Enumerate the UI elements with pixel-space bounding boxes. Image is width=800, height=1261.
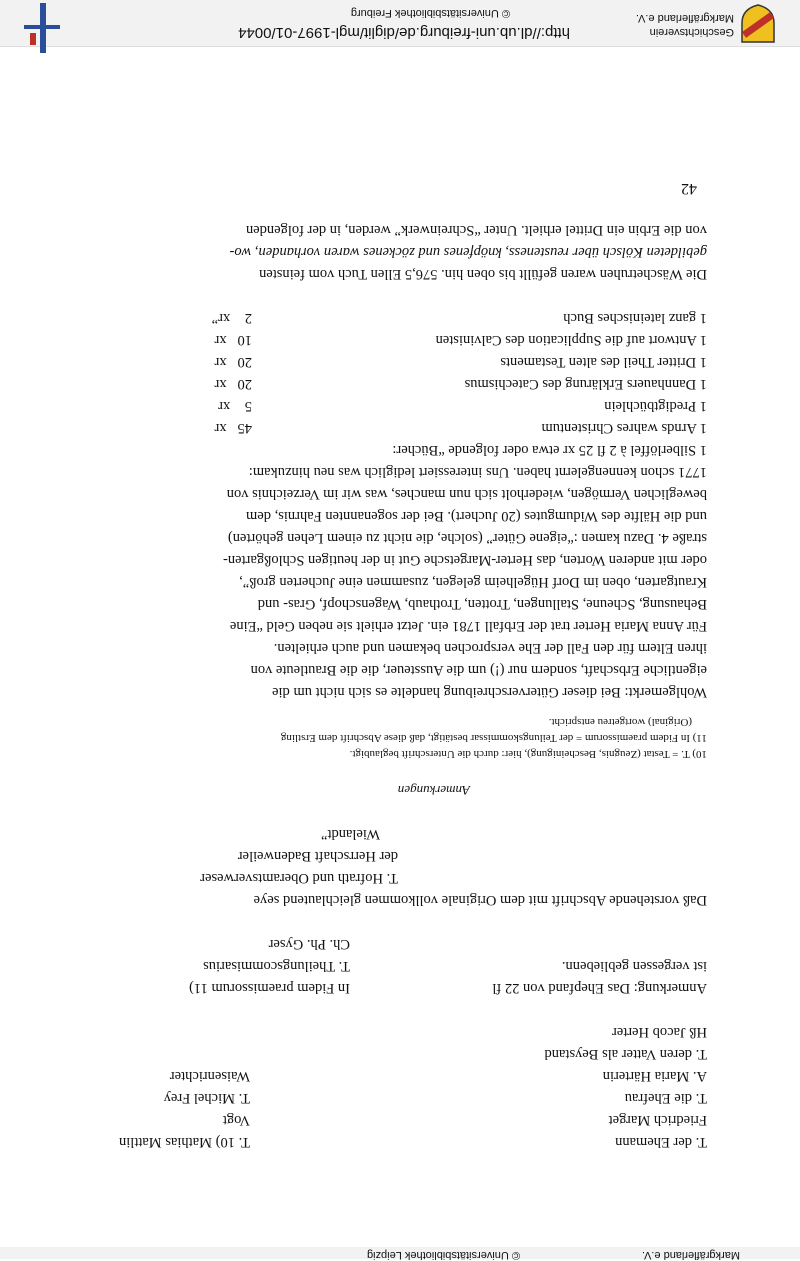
signature-line: T. Michel Frey <box>163 1090 250 1106</box>
commissioner-line: In Fidem praemissorum 11) <box>189 980 350 996</box>
text-line: beweglichen Vermögen, wiederholt sich nun manches, was wir im Verzeichnis von <box>226 486 707 502</box>
amount-unit: xr <box>214 354 227 370</box>
amount-num: 20 <box>237 376 252 392</box>
amount-unit: xr” <box>211 310 231 326</box>
book-item: 1 ganz lateinisches Buch <box>563 310 707 326</box>
signature-line: T. 10) Mathias Mattlin <box>118 1134 250 1150</box>
footnote: 11) In Fidem praemissorum = der Teilungskommissar bestätigt, daß diese Abschrift dem Erstling <box>280 732 707 744</box>
footnote: (Original) wortgetreu entspricht. <box>548 716 692 728</box>
text-line: oder mit anderen Worten, das Herter-Margetsche Gut in der heutigen Schloßgarten- <box>223 552 707 568</box>
sign-line: der Herrschaft Badenweiler <box>237 848 398 864</box>
amount-num: 10 <box>237 332 252 348</box>
signature-line: Hß Jacob Herter <box>611 1024 707 1040</box>
book-item: 1 Arnds wahres Christentum <box>541 420 707 436</box>
text-line: ihren Eltern für den Fall der Ehe versprochen bekamen und auch erhielten. <box>273 640 707 656</box>
viewer-url[interactable]: http://dl.ub.uni-freiburg.de/diglit/mgl-1997-01/0044 <box>238 24 570 41</box>
signature-line: Vogt <box>222 1112 250 1128</box>
commissioner-line: T. Theilungscommisarius <box>203 958 350 974</box>
text-line: straße 4. Dazu kamen :“eigene Güter” (solche, die nicht zu einem Lehen gehörten) <box>227 530 707 546</box>
sign-line: Wielandt” <box>321 826 380 842</box>
text-line: 1 Silberlöffel à 2 fl 25 xr etwa oder folgende “Bücher: <box>392 442 707 458</box>
notes-heading: Anmerkungen <box>397 783 470 798</box>
text-line: gebildeten Kölsch über reusteness, knöpfenes und zöckenes waren vorhanden, wo- <box>229 244 707 260</box>
society-name: Geschichtsverein <box>649 26 734 38</box>
text-line: Krautgarten, oben im Dorf Hügelheim gelegen, zusammen eine Jucherten groß”, <box>239 574 707 590</box>
sign-line: Daß vorstehende Abschrift mit dem Originale vollkommen gleichlautend seye <box>253 892 707 908</box>
text-line: eigentliche Erbschaft, sondern nur (!) um die Aussteuer, die die Brautleute von <box>250 662 707 678</box>
footer-copyright: © Universitätsbibliothek Leipzig <box>366 1249 520 1261</box>
amount-unit: xr <box>214 332 227 348</box>
text-line: Wohlgemerkt: Bei dieser Güterverschreibung handelte es sich nicht um die <box>272 684 707 700</box>
book-item: 1 Dritter Theil des alten Testaments <box>500 354 707 370</box>
ub-logo <box>24 3 60 53</box>
society-region: Markgräflerland e.V. <box>635 12 734 24</box>
signature-line: Waisenrichter <box>169 1068 250 1084</box>
signature-line: A. Maria Härterin <box>602 1068 707 1084</box>
book-item: 1 Dannhauers Erklärung des Catechismus <box>464 376 707 392</box>
signature-line: T. der Ehemann <box>615 1134 707 1150</box>
book-item: 1 Predigtbüchlein <box>604 398 707 414</box>
commissioner-line: Ch. Ph. Gyser <box>268 936 350 952</box>
signature-line: T. deren Vatter als Beystand <box>544 1046 707 1062</box>
sign-line: T. Hofrath und Oberamtsverweser <box>200 870 398 886</box>
text-line: Für Anna Maria Herter trat der Erbfall 1781 ein. Jetzt erhielt sie neben Geld “Eine <box>229 618 707 634</box>
text-line: 1771 schon kennengelernt haben. Uns interessiert lediglich was neu hinzukam: <box>248 464 707 480</box>
amount-num: 20 <box>237 354 252 370</box>
amount-num: 2 <box>244 310 252 326</box>
remark-line: Anmerkung: Das Ehepfand von 22 fl <box>492 980 707 996</box>
footer-society: Markgräflerland e.V. <box>641 1249 740 1261</box>
amount-num: 5 <box>244 398 252 414</box>
text-line: Die Wäschetruhen waren gefüllt bis oben hin. 576,5 Ellen Tuch vom feinsten <box>259 266 707 282</box>
signature-line: Friedrich Marget <box>608 1112 707 1128</box>
society-logo <box>738 3 778 45</box>
remark-line: ist vergessen gebliebenn. <box>561 958 707 974</box>
amount-num: 45 <box>237 420 252 436</box>
book-item: 1 Antwort auf die Supplication des Calvinisten <box>435 332 707 348</box>
text-line: Behausung, Scheune, Stallungen, Trotten, Trothaub, Wagenschopf, Gras- und <box>257 596 707 612</box>
amount-unit: xr <box>214 420 227 436</box>
text-line: und die Hälfte des Widumgutes (20 Juchert). Bei der sogenannten Fahrnis, dem <box>245 508 707 524</box>
text-line: von die Erbin ein Drittel erhielt. Unter “Schreinwerk” werden, in der folgenden <box>245 222 707 238</box>
amount-unit: xr <box>218 398 231 414</box>
header-copyright: © Universitätsbibliothek Freiburg <box>350 7 510 19</box>
footnote: 10) T. = Testat (Zeugnis, Bescheinigung), hier: durch die Unterschrift beglaubigt. <box>349 748 707 760</box>
amount-unit: xr <box>214 376 227 392</box>
page-number: 42 <box>681 180 697 197</box>
signature-line: T. die Ehefrau <box>624 1090 707 1106</box>
